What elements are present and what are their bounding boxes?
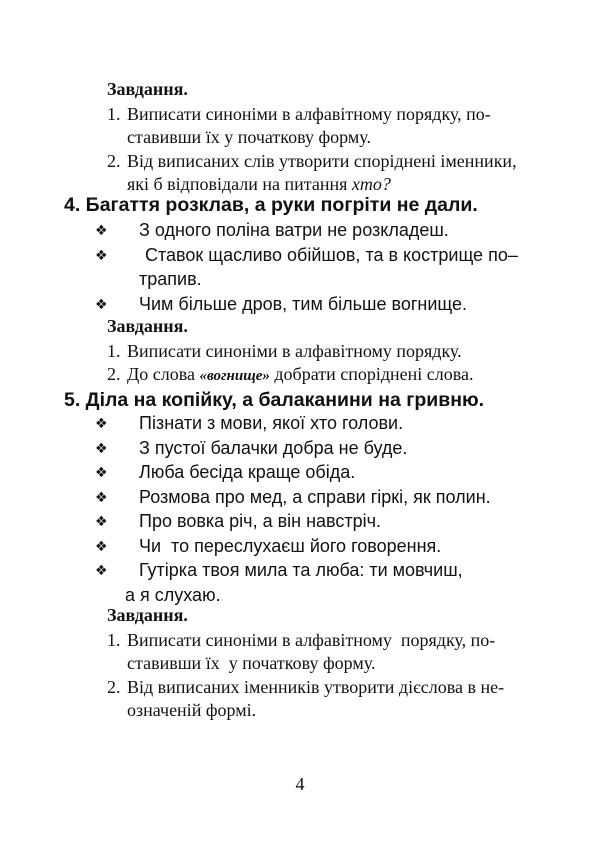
diamond-bullet-icon: ❖ (95, 488, 108, 505)
bullet-item (95, 411, 535, 436)
task-item-text: Від виписаних іменників утворити дієслова в не- (127, 676, 505, 697)
task-item-number: 2. (107, 150, 121, 171)
task-item-2 (107, 676, 537, 723)
bullet-text: Чим більше дров, тим більше вогнище. (139, 293, 468, 314)
diamond-bullet-icon: ❖ (95, 464, 108, 480)
task-item-text: Виписати синоніми в алфавітному порядку. (127, 340, 462, 361)
bullet-item (95, 436, 535, 461)
bullet-item (95, 485, 535, 510)
emphasized-word: «вогнище» (199, 368, 270, 384)
section-5-bullets (95, 411, 535, 607)
task-item-1 (107, 340, 537, 364)
section-4-bullets (95, 218, 535, 316)
task-item-text: які б відповідали на питання хто? (127, 174, 391, 194)
bullet-item (95, 292, 535, 317)
task-item-text: ставивши їх у початкову форму. (127, 653, 376, 673)
task-item-number: 2. (107, 364, 121, 384)
task-item-number: 1. (107, 340, 121, 361)
task-item-1 (107, 103, 537, 150)
diamond-bullet-icon: ❖ (95, 222, 108, 238)
diamond-bullet-icon: ❖ (95, 537, 108, 554)
bullet-text: Розмова про мед, а справи гіркі, як полин. (139, 486, 491, 507)
task-title: Завдання. (107, 79, 188, 99)
task-title: Завдання. (107, 605, 188, 625)
diamond-bullet-icon: ❖ (95, 415, 108, 431)
bullet-text: Ставок щасливо обійшов, та в кострище по– (145, 244, 518, 265)
diamond-bullet-icon: ❖ (95, 439, 108, 456)
task-block-1 (107, 78, 537, 197)
task-item-text: Виписати синоніми в алфавітному порядку, по- (127, 629, 496, 650)
task-item-number: 1. (107, 103, 121, 124)
task-block-2 (107, 315, 537, 389)
task-item-text: Виписати синоніми в алфавітному порядку, по- (127, 103, 491, 124)
bullet-text: трапив. (139, 269, 202, 289)
bullet-text: З одного поліна ватри не розкладеш. (139, 220, 449, 240)
bullet-text: Чи то переслухаєш його говорення. (139, 535, 442, 556)
diamond-bullet-icon: ❖ (95, 513, 108, 529)
task-title: Завдання. (107, 316, 188, 336)
bullet-text: Про вовка річ, а він навстріч. (139, 511, 382, 531)
diamond-bullet-icon: ❖ (95, 562, 108, 578)
bullet-item (95, 243, 535, 292)
bullet-item (95, 509, 535, 534)
page-number: 4 (295, 774, 305, 794)
task-block-3 (107, 604, 537, 723)
bullet-item (95, 534, 535, 559)
bullet-text: Люба бесіда краще обіда. (139, 462, 356, 482)
diamond-bullet-icon: ❖ (95, 246, 108, 263)
bullet-text: Пізнати з мови, якої хто голови. (139, 413, 404, 433)
emphasized-word: хто? (351, 174, 391, 194)
bullet-item (95, 218, 535, 243)
bullet-text: З пустої балачки добра не буде. (139, 437, 408, 458)
bullet-text: а я слухаю. (125, 584, 221, 605)
diamond-bullet-icon: ❖ (95, 295, 108, 312)
task-item-text: Від виписаних слів утворити споріднені іменники, (127, 150, 517, 171)
task-item-text: означеній формі. (127, 700, 257, 720)
section-5-heading: 5. Діла на копійку, а балаканини на гривню. (64, 389, 485, 411)
task-item-number: 2. (107, 676, 121, 697)
task-item-text: До слова «вогнище» добрати споріднені слова. (127, 364, 474, 384)
task-item-1 (107, 629, 537, 676)
bullet-text: Гутірка твоя мила та люба: ти мовчиш, (139, 560, 463, 580)
bullet-item (95, 558, 535, 607)
task-item-text: ставивши їх у початкову форму. (127, 127, 371, 147)
task-item-number: 1. (107, 629, 121, 650)
section-4-heading: 4. Багаття розклав, а руки погріти не дали. (64, 194, 478, 216)
bullet-item (95, 460, 535, 485)
task-item-2 (107, 150, 537, 197)
task-item-2 (107, 363, 537, 389)
